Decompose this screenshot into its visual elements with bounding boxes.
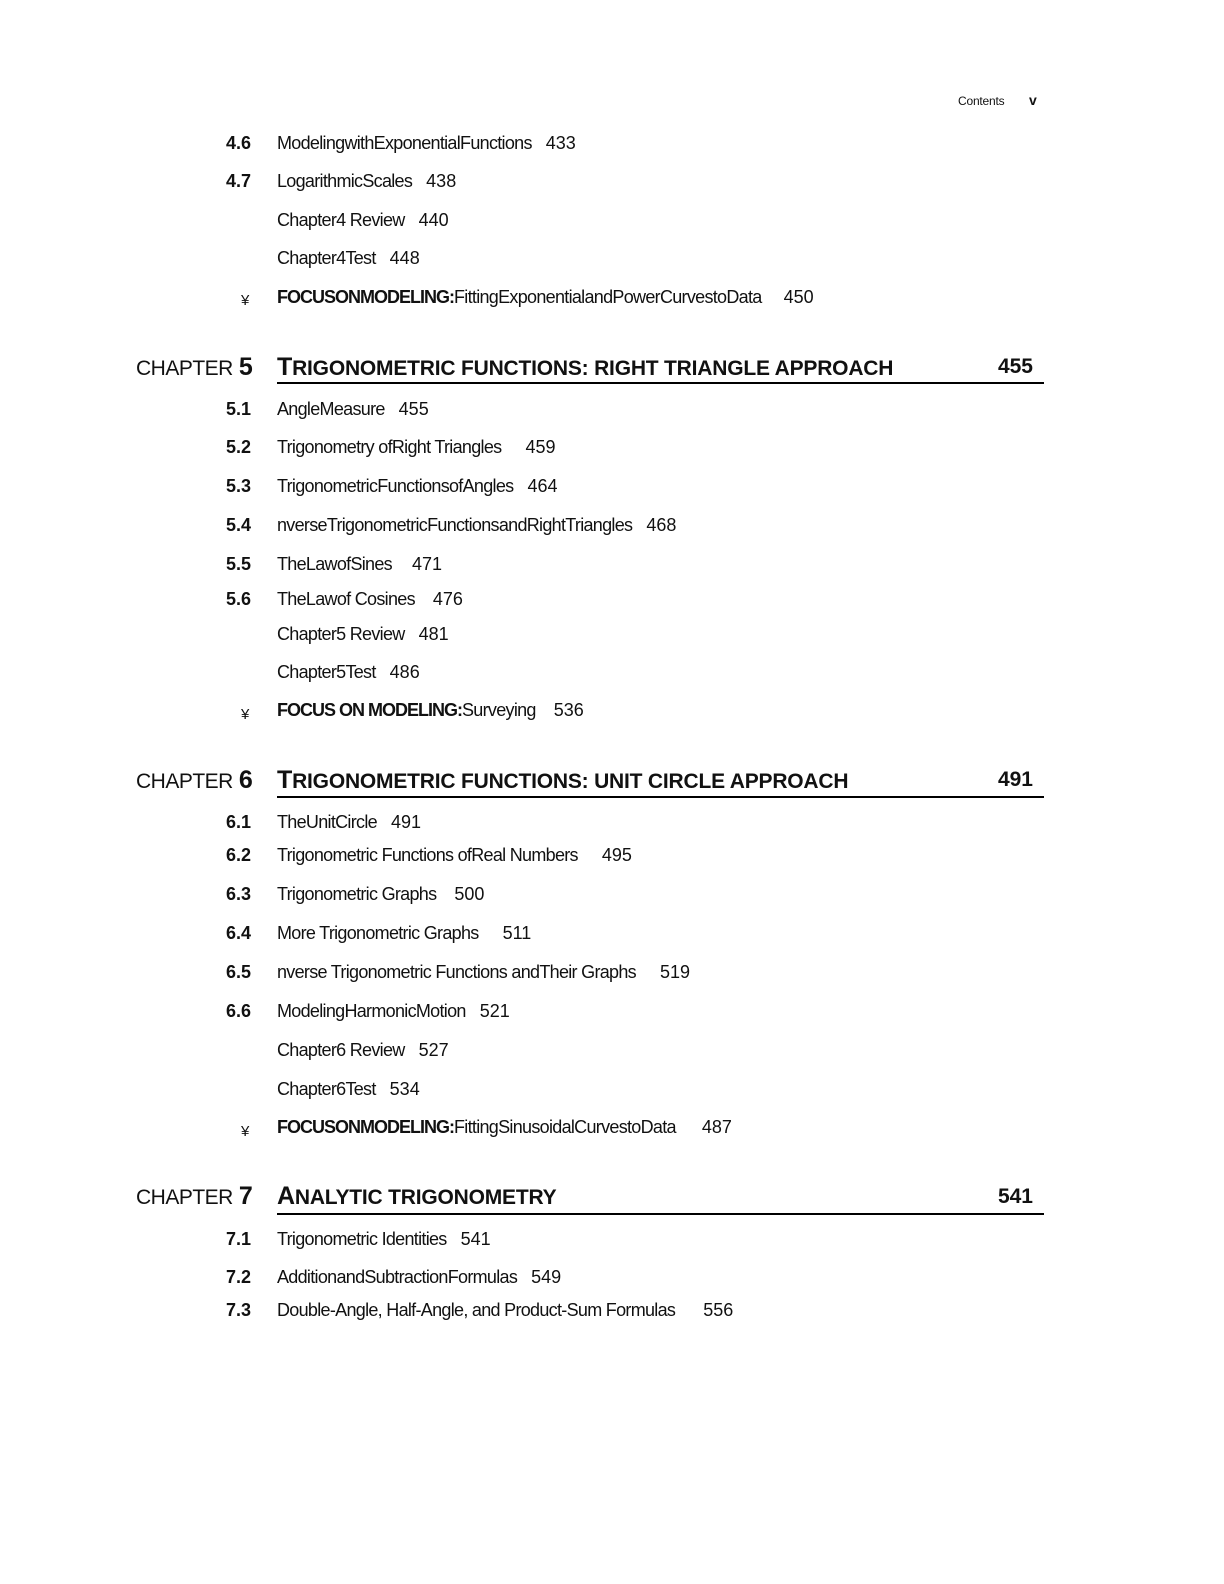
section-number: 5.5: [226, 554, 252, 574]
section-page: 476: [432, 589, 463, 609]
section-number: 5.3: [226, 476, 252, 496]
focus-on-modeling-icon: ¥: [241, 292, 250, 309]
section-page: 549: [531, 1267, 562, 1287]
toc-entry-focus[interactable]: [277, 1117, 732, 1138]
section-title: ModelingHarmonicMotion: [277, 1001, 466, 1021]
focus-page: 536: [553, 700, 584, 720]
toc-entry[interactable]: [277, 554, 442, 575]
toc-entry-focus[interactable]: [277, 700, 584, 721]
toc-entry[interactable]: [277, 1040, 449, 1061]
focus-page: 450: [783, 287, 814, 307]
toc-entry[interactable]: [277, 210, 449, 231]
section-number: 5.2: [226, 437, 252, 457]
section-number: 5.6: [226, 589, 252, 609]
section-title: nverseTrigonometricFunctionsandRightTriangles: [277, 515, 633, 535]
test-page: 534: [389, 1079, 420, 1099]
section-title: AngleMeasure: [277, 399, 385, 419]
section-title: nverse Trigonometric Functions andTheir Graphs: [277, 962, 636, 982]
chapter-page: 455: [997, 355, 1033, 378]
toc-entry[interactable]: [277, 248, 420, 269]
review-title: Chapter6 Review: [277, 1040, 405, 1060]
review-page: 527: [418, 1040, 449, 1060]
focus-on-modeling-icon: ¥: [241, 706, 250, 723]
test-title: Chapter6Test: [277, 1079, 376, 1099]
toc-entry[interactable]: [277, 589, 463, 610]
toc-entry-focus[interactable]: [277, 287, 814, 308]
section-title: Trigonometric Functions ofReal Numbers: [277, 845, 578, 865]
section-number: 6.2: [226, 845, 252, 865]
chapter-page: 491: [997, 768, 1033, 791]
toc-entry[interactable]: [277, 171, 456, 192]
section-page: 471: [411, 554, 443, 574]
section-title: TheLawofSines: [277, 554, 392, 574]
section-page: 455: [398, 399, 429, 419]
review-title: Chapter5 Review: [277, 624, 405, 644]
focus-label: FOCUSONMODELING:: [277, 1117, 454, 1137]
chapter-heading-label: [136, 353, 252, 382]
focus-on-modeling-icon: ¥: [241, 1123, 250, 1140]
section-page: 519: [659, 962, 691, 982]
section-number: 6.4: [226, 923, 252, 943]
toc-entry[interactable]: [277, 1229, 491, 1250]
toc-entry[interactable]: [277, 1267, 561, 1288]
section-title: AdditionandSubtractionFormulas: [277, 1267, 518, 1287]
focus-title: FittingExponentialandPowerCurvestoData: [454, 287, 762, 307]
section-page: 433: [545, 133, 576, 153]
section-page: 491: [390, 812, 421, 832]
section-number: 6.6: [226, 1001, 252, 1021]
toc-entry[interactable]: [277, 845, 632, 866]
chapter-number: 5: [238, 353, 253, 381]
toc-entry[interactable]: [277, 399, 429, 420]
focus-title: Surveying: [462, 700, 536, 720]
focus-title: FittingSinusoidalCurvestoData: [454, 1117, 676, 1137]
section-title: TheLawof Cosines: [277, 589, 415, 609]
section-page: 541: [460, 1229, 491, 1249]
chapter-rule: [277, 1213, 1044, 1215]
section-number: 6.3: [226, 884, 252, 904]
review-page: 481: [418, 624, 449, 644]
focus-label: FOCUSONMODELING:: [277, 287, 454, 307]
toc-entry[interactable]: [277, 962, 690, 983]
chapter-title-initial: T: [277, 353, 293, 381]
section-title: ModelingwithExponentialFunctions: [277, 133, 532, 153]
toc-entry[interactable]: [277, 923, 531, 944]
chapter-title-rest: NALYTIC TRIGONOMETRY: [294, 1186, 557, 1209]
chapter-title-initial: A: [277, 1182, 295, 1210]
section-title: Double-Angle, Half-Angle, and Product-Sum Formulas: [277, 1300, 676, 1320]
test-title: Chapter5Test: [277, 662, 376, 682]
chapter-heading-label: [136, 766, 252, 795]
toc-entry[interactable]: [277, 133, 576, 154]
section-page: 495: [601, 845, 632, 865]
chapter-page: 541: [997, 1185, 1033, 1208]
section-number: 7.3: [226, 1300, 252, 1320]
section-number: 5.4: [226, 515, 252, 535]
section-number: 7.1: [226, 1229, 252, 1249]
chapter-title-rest: RIGONOMETRIC FUNCTIONS: RIGHT TRIANGLE APPROACH: [292, 357, 894, 380]
toc-entry[interactable]: [277, 1001, 510, 1022]
toc-entry[interactable]: [277, 812, 421, 833]
chapter-rule: [277, 382, 1044, 384]
running-header-page-number: v: [1029, 92, 1037, 108]
section-page: 438: [426, 171, 457, 191]
toc-entry[interactable]: [277, 437, 555, 458]
section-title: TheUnitCircle: [277, 812, 377, 832]
chapter-number: 6: [238, 766, 253, 794]
focus-label: FOCUS ON MODELING:: [277, 700, 462, 720]
chapter-title-initial: T: [277, 766, 293, 794]
section-number: 4.7: [226, 171, 252, 191]
section-title: LogarithmicScales: [277, 171, 413, 191]
toc-entry[interactable]: [277, 1079, 420, 1100]
section-page: 511: [502, 923, 532, 943]
section-number: 5.1: [226, 399, 252, 419]
section-number: 7.2: [226, 1267, 252, 1287]
chapter-title-rest: RIGONOMETRIC FUNCTIONS: UNIT CIRCLE APPROACH: [292, 770, 849, 793]
section-title: Trigonometric Identities: [277, 1229, 447, 1249]
review-title: Chapter4 Review: [277, 210, 405, 230]
section-page: 459: [525, 437, 556, 457]
chapter-rule: [277, 796, 1044, 798]
toc-entry[interactable]: [277, 884, 484, 905]
section-title: Trigonometric Graphs: [277, 884, 437, 904]
chapter-word: CHAPTER: [136, 357, 233, 380]
section-page: 556: [703, 1300, 734, 1320]
test-page: 448: [389, 248, 420, 268]
review-page: 440: [418, 210, 449, 230]
toc-entry[interactable]: [277, 624, 449, 645]
section-number: 6.1: [226, 812, 252, 832]
section-page: 464: [527, 476, 558, 496]
section-page: 500: [454, 884, 485, 904]
focus-page: 487: [701, 1117, 732, 1137]
section-page: 521: [479, 1001, 510, 1021]
section-number: 6.5: [226, 962, 252, 982]
chapter-title[interactable]: [277, 353, 893, 382]
toc-entry[interactable]: [277, 662, 420, 683]
chapter-heading-label: [136, 1182, 252, 1211]
section-title: TrigonometricFunctionsofAngles: [277, 476, 514, 496]
test-title: Chapter4Test: [277, 248, 376, 268]
chapter-title[interactable]: [277, 1182, 556, 1211]
toc-entry[interactable]: [277, 515, 676, 536]
running-header-label: Contents: [958, 94, 1005, 108]
section-title: Trigonometry ofRight Triangles: [277, 437, 502, 457]
section-number: 4.6: [226, 133, 252, 153]
chapter-word: CHAPTER: [136, 1186, 233, 1209]
toc-entry[interactable]: [277, 1300, 733, 1321]
toc-entry[interactable]: [277, 476, 558, 497]
chapter-word: CHAPTER: [136, 770, 233, 793]
chapter-number: 7: [238, 1182, 253, 1210]
section-page: 468: [646, 515, 677, 535]
chapter-title[interactable]: [277, 766, 848, 795]
test-page: 486: [389, 662, 420, 682]
section-title: More Trigonometric Graphs: [277, 923, 479, 943]
